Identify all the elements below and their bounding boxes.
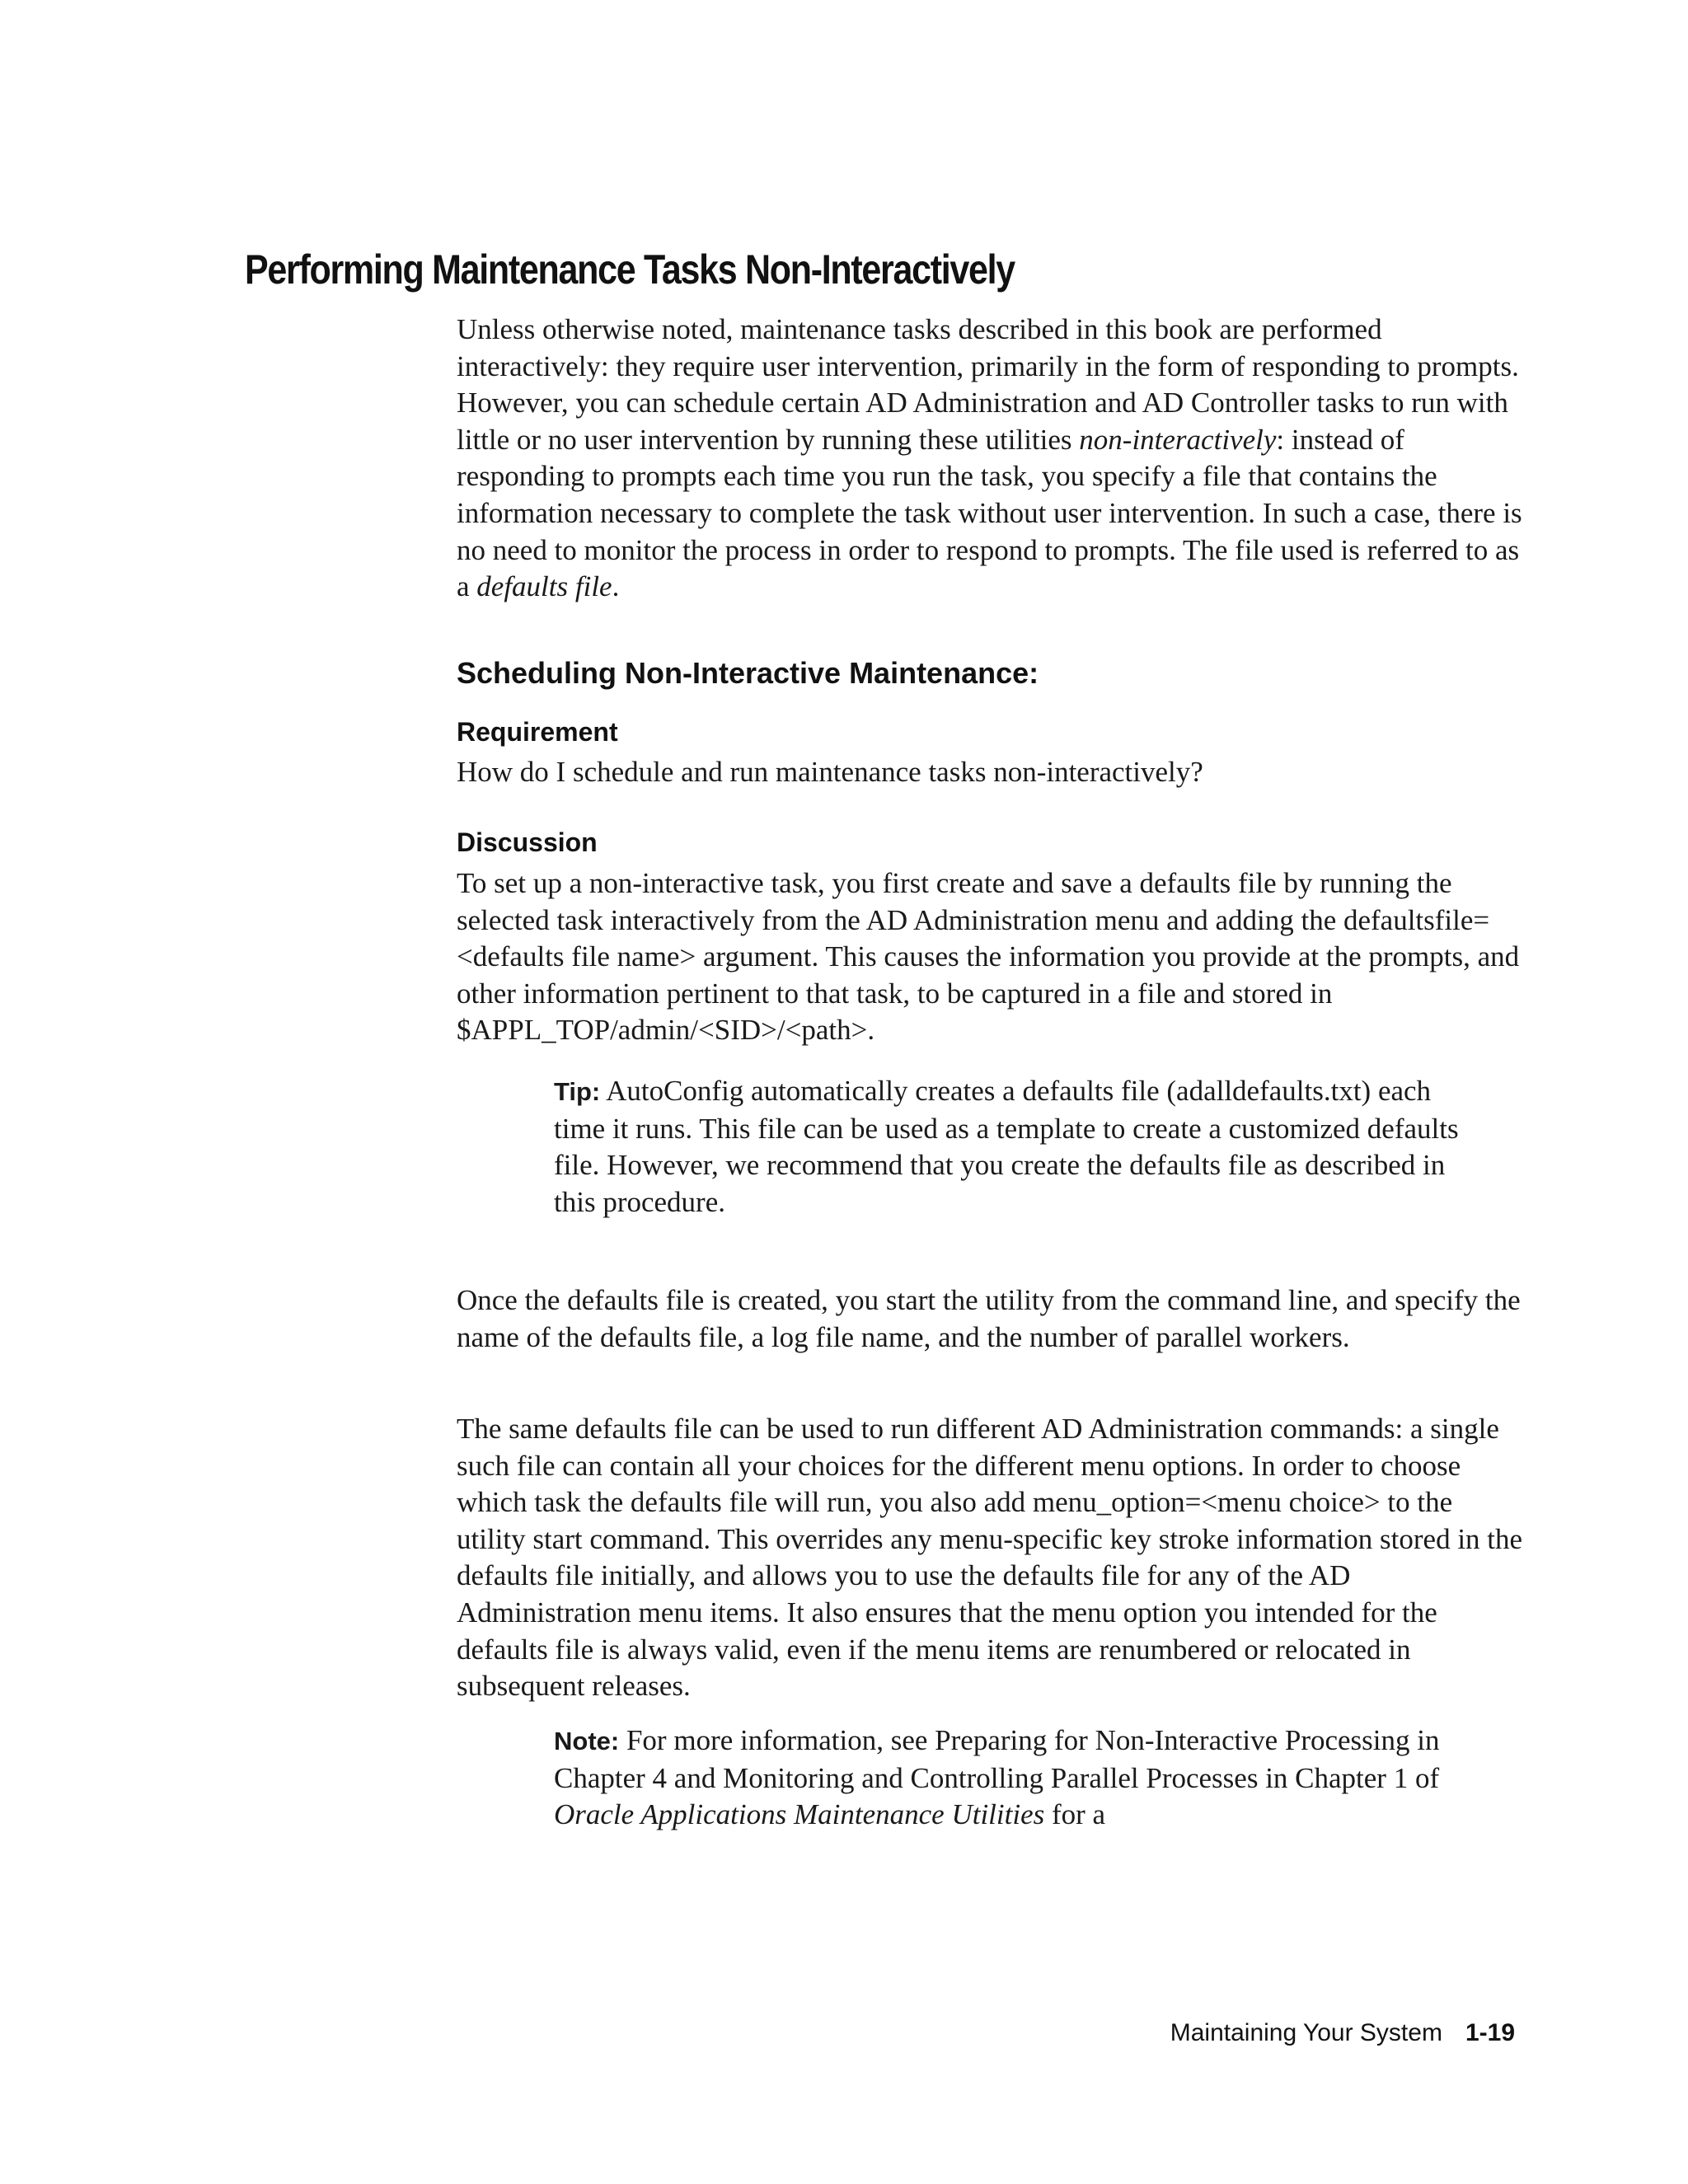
note-box — [554, 1722, 1461, 1834]
tip-text: AutoConfig automatically creates a defaults file (adalldefaults.txt) each time it runs. This file can be used as a template to create a customized defaults file. However, we recommend that you create the defaults file as described in this procedure. — [554, 1075, 1459, 1218]
note-tail: for a — [1044, 1798, 1106, 1831]
intro-text-2: : instead of responding to prompts each time you run the task, you specify a file that contains the information necessary to complete the task without user intervention. In such a case, there is no need to monitor the process in order to respond to prompts. The file used is referred to as a — [457, 423, 1522, 603]
intro-text-1: Unless otherwise noted, maintenance tasks described in this book are performed interactively: they require user intervention, primarily in the form of responding to prompts. However, you can schedule certain AD Administration and AD Controller tasks to run with little or no user intervention by running these utilities — [457, 313, 1519, 456]
requirement-heading: Requirement — [457, 717, 618, 747]
footer-title: Maintaining Your System — [1170, 2019, 1442, 2046]
intro-italic-2: defaults file — [476, 570, 612, 603]
requirement-text: How do I schedule and run maintenance tasks non-interactively? — [457, 756, 1203, 788]
note-book-title: Oracle Applications Maintenance Utilities — [554, 1798, 1045, 1831]
tip-label: Tip: — [554, 1077, 601, 1106]
note-text: For more information, see Preparing for Non-Interactive Processing in Chapter 4 and Monitoring and Controlling Parallel Processes in Chapter 1 of — [554, 1724, 1440, 1794]
intro-text-3: . — [612, 570, 620, 603]
note-label: Note: — [554, 1727, 620, 1755]
page-number: 1-19 — [1465, 2019, 1515, 2046]
page-heading: Performing Maintenance Tasks Non-Interactively — [245, 246, 1015, 293]
intro-italic-1: non-interactively — [1079, 423, 1277, 456]
section-heading: Scheduling Non-Interactive Maintenance: — [457, 656, 1039, 690]
discussion-heading: Discussion — [457, 827, 598, 857]
page-footer — [1170, 2019, 1515, 2047]
once-paragraph: Once the defaults file is created, you start the utility from the command line, and specify the name of the defaults file, a log file name, and the number of parallel workers. — [457, 1284, 1521, 1353]
same-defaults-paragraph: The same defaults file can be used to run different AD Administration commands: a single such file can contain all your choices for the different menu options. In order to choose which task the defaults file will run, you also add menu_option=<menu choice> to the utility start command. This overrides any menu-specific key stroke information stored in the defaults file initially, and allows you to use the defaults file for any of the AD Administration menu items. It also ensures that the menu option you intended for the defaults file is always valid, even if the menu items are renumbered or relocated in subsequent releases. — [457, 1413, 1523, 1703]
tip-box — [554, 1073, 1461, 1221]
discussion-text: To set up a non-interactive task, you first create and save a defaults file by running the selected task interactively from the AD Administration menu and adding the defaultsfile=<defaults file name> argument. This causes the information you provide at the prompts, and other information pertinent to that task, to be captured in a file and stored in $APPL_TOP/admin/<SID>/<path>. — [457, 867, 1520, 1047]
intro-paragraph — [457, 312, 1528, 606]
